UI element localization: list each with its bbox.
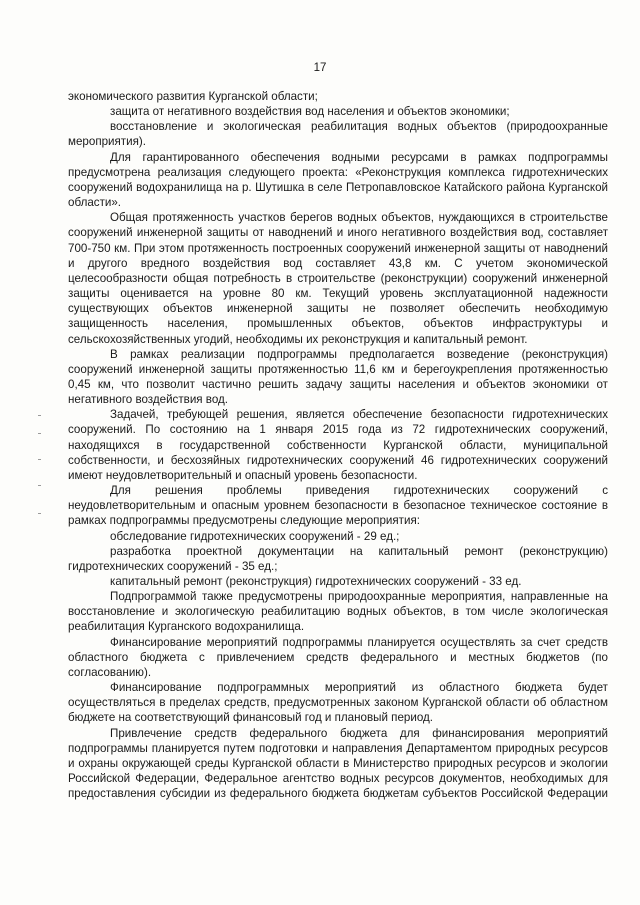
paragraph: экономического развития Курганской области; bbox=[68, 90, 318, 103]
paragraph: разработка проектной документации на капитальный ремонт (реконструкцию) гидротехнических сооружений - 35 ед.; bbox=[68, 544, 608, 573]
paragraph: Подпрограммой также предусмотрены природоохранные мероприятия, направленные на восстановление и экологическую реабилитацию водных объектов, в том числе экологическая реабилитация Курганского водохранилища. bbox=[68, 590, 608, 634]
paragraph: В рамках реализации подпрограммы предполагается возведение (реконструкция) сооружений инженерной защиты протяженностью 11,6 км и берегоукрепления протяженностью 0,45 км, что позволит частично решить задачу защиты населения и объектов экономики от негативного воздействия вод. bbox=[68, 347, 608, 407]
paragraph: Задачей, требующей решения, является обеспечение безопасности гидротехнических сооружений. По состоянию на 1 января 2015 года из 72 гидротехнических сооружений, находящихся в государственной собственности Курганской области, муниципальной собственности, и бесхозяйных гидротехнических сооружений 46 гидротехнических сооружений имеют неудовлетворительный и опасный уровень безопасности. bbox=[68, 408, 608, 482]
paragraph: защита от негативного воздействия вод населения и объектов экономики; bbox=[110, 105, 510, 119]
page-number: 17 bbox=[313, 62, 327, 74]
paragraph: Для решения проблемы приведения гидротехнических сооружений с неудовлетворительным и опасным уровнем безопасности в безопасное техническое состояние в рамках подпрограммы предусмотрены следующие мероприятия: bbox=[68, 484, 608, 528]
paragraph: восстановление и экологическая реабилитация водных объектов (природоохранные мероприятия). bbox=[68, 120, 608, 149]
paragraph: Привлечение средств федерального бюджета для финансирования мероприятий подпрограммы планируется путем подготовки и направления Департаментом природных ресурсов и охраны окружающей среды Курганской области в Министерство природных ресурсов и экологии Российской Федерации, Федеральное агентство водных ресурсов документов, необходимых для предоставления субсидии из федерального бюджета бюджетам субъектов Российской Федерации bbox=[68, 726, 608, 801]
paragraph: Финансирование подпрограммных мероприятий из областного бюджета будет осуществляться в пределах средств, предусмотренных законом Курганской области об областном бюджете на соответствующий финансовый год и плановый период. bbox=[68, 681, 608, 725]
paragraph: Для гарантированного обеспечения водными ресурсами в рамках подпрограммы предусмотрена реализация следующего проекта: «Реконструкция комплекса гидротехнических сооружений водохранилища на р. Шутишка в селе Петропавловское Катайского района Курганской области». bbox=[68, 150, 608, 210]
document-body bbox=[68, 89, 608, 801]
scan-margin-marks bbox=[38, 415, 48, 535]
paragraph: Общая протяженность участков берегов водных объектов, нуждающихся в строительстве сооружений инженерной защиты от наводнений и иного негативного воздействия вод, составляет 700-750 км. При этом протяженность построенных сооружений инженерной защиты от наводнений и другого вредного воздействия вод составляет 43,8 км. С учетом экономической целесообразности общая потребность в строительстве (реконструкции) сооружений инженерной защиты оценивается на уровне 80 км. Текущий уровень эксплуатационной надежности существующих объектов инженерной защиты не позволяет обеспечить необходимую защищенность населения, промышленных объектов, объектов инфраструктуры и сельскохозяйственных угодий, необходимы их реконструкция и капитальный ремонт. bbox=[68, 211, 608, 346]
paragraph: обследование гидротехнических сооружений - 29 ед.; bbox=[110, 529, 400, 543]
paragraph: Финансирование мероприятий подпрограммы планируется осуществлять за счет средств областного бюджета с привлечением средств федерального и местных бюджетов (по согласованию). bbox=[68, 635, 608, 679]
paragraph: капитальный ремонт (реконструкция) гидротехнических сооружений - 33 ед. bbox=[110, 575, 522, 588]
